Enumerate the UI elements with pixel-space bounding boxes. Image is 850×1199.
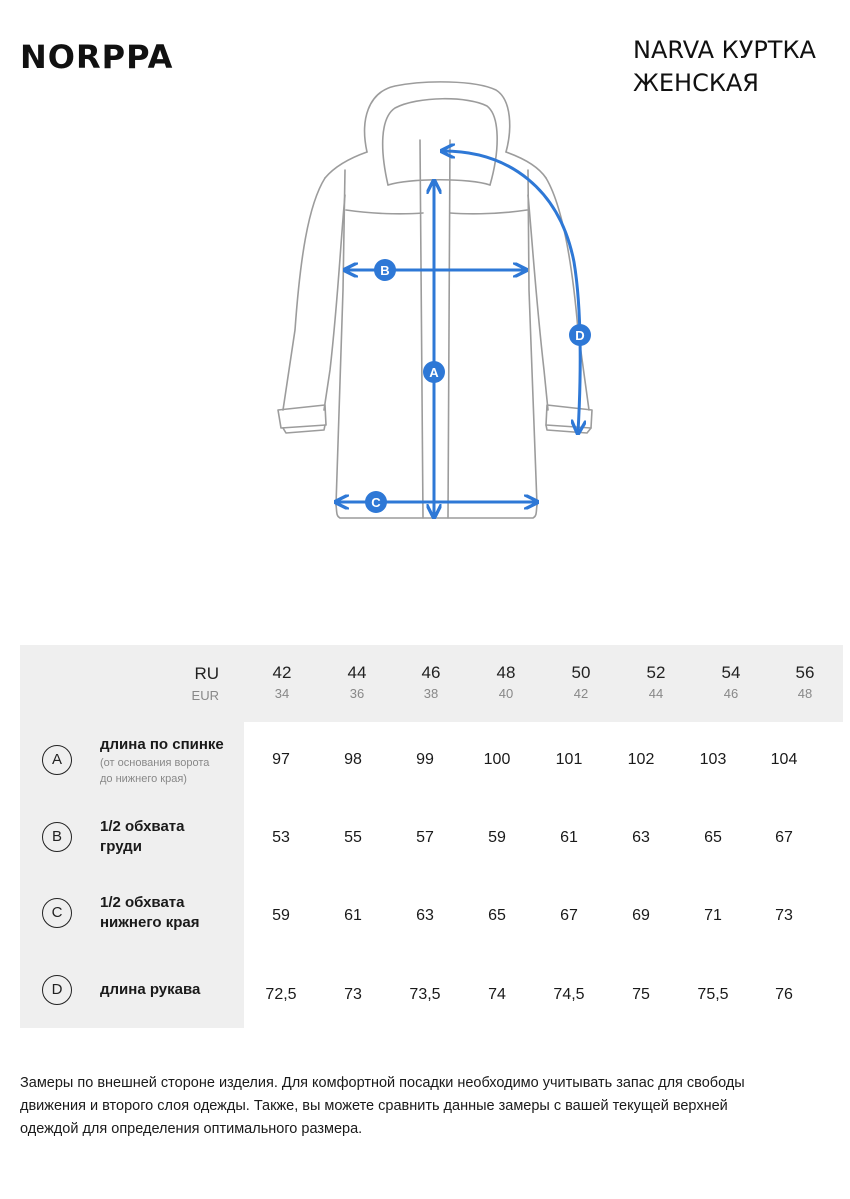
footnote-line: одеждой для определения оптимального размера. xyxy=(20,1121,363,1137)
eur-size-label: EUR xyxy=(191,688,219,703)
row-b-title-line1: 1/2 обхвата xyxy=(100,818,185,835)
eur-size: 42 xyxy=(573,686,589,701)
table-cell: 73 xyxy=(344,986,362,1003)
eur-size: 44 xyxy=(648,686,664,701)
table-cell: 98 xyxy=(344,751,362,768)
ru-size: 48 xyxy=(496,663,516,682)
svg-text:D: D xyxy=(575,328,585,343)
table-cell: 74 xyxy=(488,986,506,1003)
size-column-header xyxy=(780,645,830,702)
table-cell: 53 xyxy=(272,829,290,846)
table-cell: 63 xyxy=(632,829,650,846)
svg-text:A: A xyxy=(429,365,439,380)
ru-size: 50 xyxy=(571,663,591,682)
ru-size: 44 xyxy=(347,663,367,682)
measurement-footnote xyxy=(20,1072,840,1141)
row-c-letter-badge: C xyxy=(42,898,72,928)
size-column-header xyxy=(257,645,307,702)
table-cell: 61 xyxy=(560,829,578,846)
eur-size: 40 xyxy=(498,686,514,701)
eur-size: 34 xyxy=(274,686,290,701)
ru-size: 56 xyxy=(795,663,815,682)
table-cell: 57 xyxy=(416,829,434,846)
arrow-d-sleeve xyxy=(443,151,580,432)
table-cell: 101 xyxy=(555,751,583,768)
svg-text:B: B xyxy=(380,263,390,278)
ru-size: 52 xyxy=(646,663,666,682)
row-b-title-line2: груди xyxy=(100,838,142,855)
table-cell: 97 xyxy=(272,751,290,768)
table-cell: 65 xyxy=(488,907,506,924)
row-d-title: длина рукава xyxy=(100,981,201,998)
marker-a xyxy=(423,361,445,383)
ru-size: 46 xyxy=(421,663,441,682)
measurement-arrows xyxy=(337,151,580,516)
row-d-letter-badge: D xyxy=(42,975,72,1005)
table-cell: 73 xyxy=(775,907,793,924)
size-column-header xyxy=(556,645,606,702)
table-cell: 99 xyxy=(416,751,434,768)
marker-d xyxy=(569,324,591,346)
brand-logo: NORPPA xyxy=(20,38,174,76)
row-c-title-line2: нижнего края xyxy=(100,914,200,931)
table-cell: 75 xyxy=(632,986,650,1003)
row-b-letter-badge: B xyxy=(42,822,72,852)
row-a-note-line2: до нижнего края) xyxy=(100,773,187,785)
table-cell: 67 xyxy=(560,907,578,924)
product-title-line1: NARVA КУРТКА xyxy=(633,36,816,64)
footnote-line: движения и второго слоя одежды. Также, вы можете сравнить данные замеры с вашей текущей верхней xyxy=(20,1098,728,1114)
table-cell: 69 xyxy=(632,907,650,924)
table-cell: 104 xyxy=(770,751,798,768)
footnote-line: Замеры по внешней стороне изделия. Для комфортной посадки необходимо учитывать запас для свободы xyxy=(20,1075,745,1091)
size-column-header xyxy=(631,645,681,702)
table-cell: 59 xyxy=(272,907,290,924)
table-cell: 65 xyxy=(704,829,722,846)
size-column-header xyxy=(481,645,531,702)
table-cell: 103 xyxy=(699,751,727,768)
table-cell: 72,5 xyxy=(265,986,297,1003)
row-a-note-line1: (от основания ворота xyxy=(100,757,210,769)
marker-c xyxy=(365,491,387,513)
table-cell: 71 xyxy=(704,907,722,924)
table-cell: 55 xyxy=(344,829,362,846)
table-cell: 63 xyxy=(416,907,434,924)
ru-size-label: RU xyxy=(194,664,219,683)
size-table xyxy=(20,645,843,1028)
table-cell: 61 xyxy=(344,907,362,924)
eur-size: 38 xyxy=(423,686,439,701)
table-cell: 102 xyxy=(627,751,655,768)
svg-text:C: C xyxy=(371,495,381,510)
product-title-line2: ЖЕНСКАЯ xyxy=(633,69,759,97)
table-cell: 75,5 xyxy=(697,986,729,1003)
eur-size: 46 xyxy=(723,686,739,701)
eur-size: 36 xyxy=(349,686,365,701)
table-cell: 67 xyxy=(775,829,793,846)
row-a-title: длина по спинке xyxy=(100,736,224,753)
ru-size: 54 xyxy=(721,663,741,682)
row-c-title-line1: 1/2 обхвата xyxy=(100,894,185,911)
size-column-header xyxy=(706,645,756,702)
table-cell: 100 xyxy=(483,751,511,768)
size-column-header xyxy=(406,645,456,702)
table-cell: 59 xyxy=(488,829,506,846)
table-cell: 74,5 xyxy=(553,986,585,1003)
eur-size: 48 xyxy=(797,686,813,701)
size-column-header xyxy=(332,645,382,702)
marker-b xyxy=(374,259,396,281)
ru-size: 42 xyxy=(272,663,292,682)
table-cell: 73,5 xyxy=(409,986,441,1003)
table-cell: 76 xyxy=(775,986,793,1003)
row-a-letter-badge: A xyxy=(42,745,72,775)
